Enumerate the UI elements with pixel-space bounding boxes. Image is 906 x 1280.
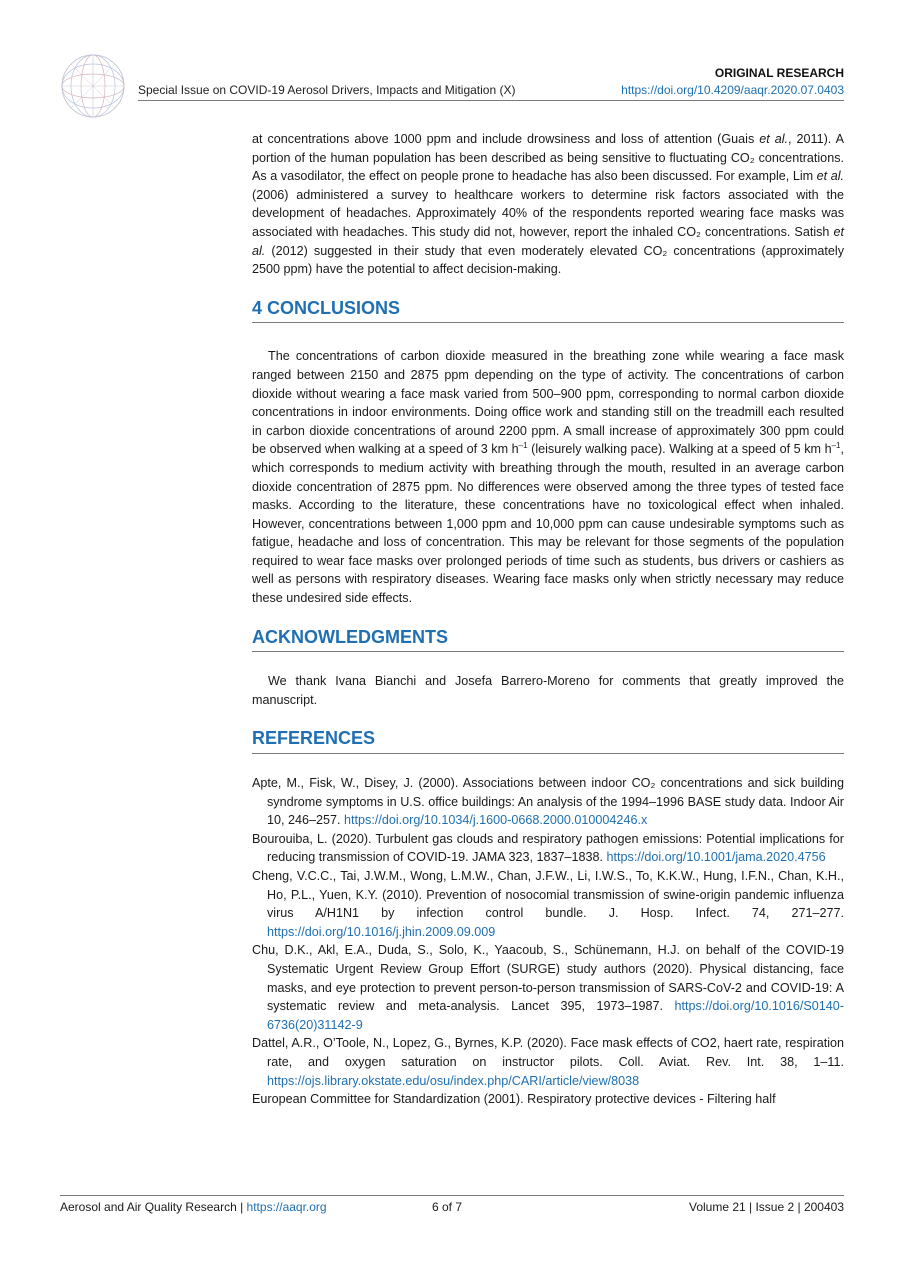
header-divider — [138, 100, 844, 101]
reference-item: Chu, D.K., Akl, E.A., Duda, S., Solo, K., Yaacoub, S., Schünemann, H.J. on behalf of the COVID-19 Systematic Urgent Review Group Effort (SURGE) study authors (2020). Physical distancing, face masks, and eye protection to prevent person-to-person transmission of SARS-CoV-2 and COVID-19: A systematic review and meta-analysis. Lancet 395, 1973–1987. https://doi.org/10.1016/S0140-6736(20)31142-9 — [252, 943, 844, 1032]
intro-paragraph: at concentrations above 1000 ppm and include drowsiness and loss of attention (Guais et al., 2011). A portion of the human population has been described as being sensitive to fluctuating CO₂ concentrations. As a vasodilator, the effect on people prone to headache has also been discussed. For example, Lim et al. (2006) administered a survey to healthcare workers to determine risk factors associated with the development of headaches. Approximately 40% of the respondents reported wearing face masks was associated with headaches. This study did not, however, report the inhaled CO₂ concentrations. Satish et al. (2012) suggested in their study that even moderately elevated CO₂ concentrations (approximately 2500 ppm) have the potential to affect decision-making. — [252, 132, 844, 277]
references-heading: REFERENCES — [252, 729, 844, 754]
article-header — [621, 66, 844, 97]
reference-link[interactable]: https://doi.org/10.1001/jama.2020.4756 — [606, 850, 826, 865]
footer-divider — [60, 1195, 844, 1196]
acknowledgments-paragraph: We thank Ivana Bianchi and Josefa Barrero-Moreno for comments that greatly improved the manuscript. — [252, 674, 844, 707]
article-body — [252, 130, 844, 1109]
reference-list — [252, 774, 844, 1109]
reference-link[interactable]: https://doi.org/10.1016/j.jhin.2009.09.009 — [267, 924, 496, 939]
reference-item: Dattel, A.R., O’Toole, N., Lopez, G., Byrnes, K.P. (2020). Face mask effects of CO2, haert rate, respiration rate, and oxygen saturation on instructor pilots. Coll. Aviat. Rev. Int. 38, 1–11. https://ojs.library.okstate.edu/osu/index.php/CARI/article/view/8038 — [252, 1036, 844, 1088]
acknowledgments-heading: ACKNOWLEDGMENTS — [252, 628, 844, 653]
reference-link[interactable]: https://doi.org/10.1016/S0140-6736(20)31142-9 — [267, 999, 844, 1032]
reference-item: Apte, M., Fisk, W., Disey, J. (2000). Associations between indoor CO₂ concentrations and sick building syndrome symptoms in U.S. office buildings: An analysis of the 1994–1996 BASE study data. Indoor Air 10, 246–257. https://doi.org/10.1034/j.1600-0668.2000.010004246.x — [252, 776, 844, 828]
page-number: 6 of 7 — [432, 1200, 463, 1214]
reference-item: Bourouiba, L. (2020). Turbulent gas clouds and respiratory pathogen emissions: Potential implications for reducing transmission of COVID-19. JAMA 323, 1837–1838. https://doi.org/10.1001/jama.2020.4756 — [252, 831, 844, 865]
reference-item: European Committee for Standardization (2001). Respiratory protective devices - Filtering half — [252, 1092, 776, 1107]
reference-link[interactable]: https://ojs.library.okstate.edu/osu/index.php/CARI/article/view/8038 — [267, 1073, 640, 1088]
reference-link[interactable]: https://doi.org/10.1034/j.1600-0668.2000.010004246.x — [344, 813, 648, 828]
conclusions-paragraph: The concentrations of carbon dioxide measured in the breathing zone while wearing a face mask ranged between 2150 and 2875 ppm depending on the type of activity. The concentrations of carbon dioxide without wearing a face mask varied from 500–900 ppm, corresponding to normal carbon dioxide concentrations in indoor environments. Doing office work and standing still on the treadmill each resulted in carbon dioxide concentrations of around 2200 ppm. A small increase of approximately 300 ppm could be observed when walking at a speed of 3 km $h^{-1}$ (leisurely walking pace). Walking at a speed of 5 km $h^{-1}$, which corresponds to medium activity with breathing through the mouth, resulted in an average carbon dioxide concentration of 2875 ppm. No differences were observed among the three types of tested face masks. According to the literature, these concentrations have no toxicological effect when inhaled. However, concentrations between 1,000 ppm and 10,000 ppm can cause undesirable symptoms such as fatigue, headache and loss of concentration. This may be relevant for those segments of the population required to wear face masks over prolonged periods of time such as students, bus drivers or cashiers as well as persons with respiratory diseases. Wearing face masks only when strictly necessary may reduce these undesired side effects. — [252, 349, 844, 606]
article-type-label: ORIGINAL RESEARCH — [714, 66, 844, 80]
journal-logo-globe-icon — [60, 53, 126, 119]
footer-journal: Aerosol and Air Quality Research | https://aaqr.org — [60, 1200, 327, 1214]
conclusions-heading: 4 CONCLUSIONS — [252, 299, 844, 324]
journal-url-link[interactable]: https://aaqr.org — [246, 1200, 327, 1214]
volume-info: Volume 21 | Issue 2 | 200403 — [688, 1200, 844, 1214]
reference-item: Cheng, V.C.C., Tai, J.W.M., Wong, L.M.W., Chan, J.F.W., Li, I.W.S., To, K.K.W., Hung, I.F.N., Chan, K.H., Ho, P.L., Yuen, K.Y. (2010). Prevention of nosocomial transmission of swine-origin pandemic influenza virus A/H1N1 by infection control bundle. J. Hosp. Infect. 74, 271–277. https://doi.org/10.1016/j.jhin.2009.09.009 — [252, 869, 844, 939]
journal-issue-title: Special Issue on COVID-19 Aerosol Drivers, Impacts and Mitigation (X) — [138, 83, 516, 97]
article-doi-link[interactable]: https://doi.org/10.4209/aaqr.2020.07.0403 — [621, 83, 844, 97]
